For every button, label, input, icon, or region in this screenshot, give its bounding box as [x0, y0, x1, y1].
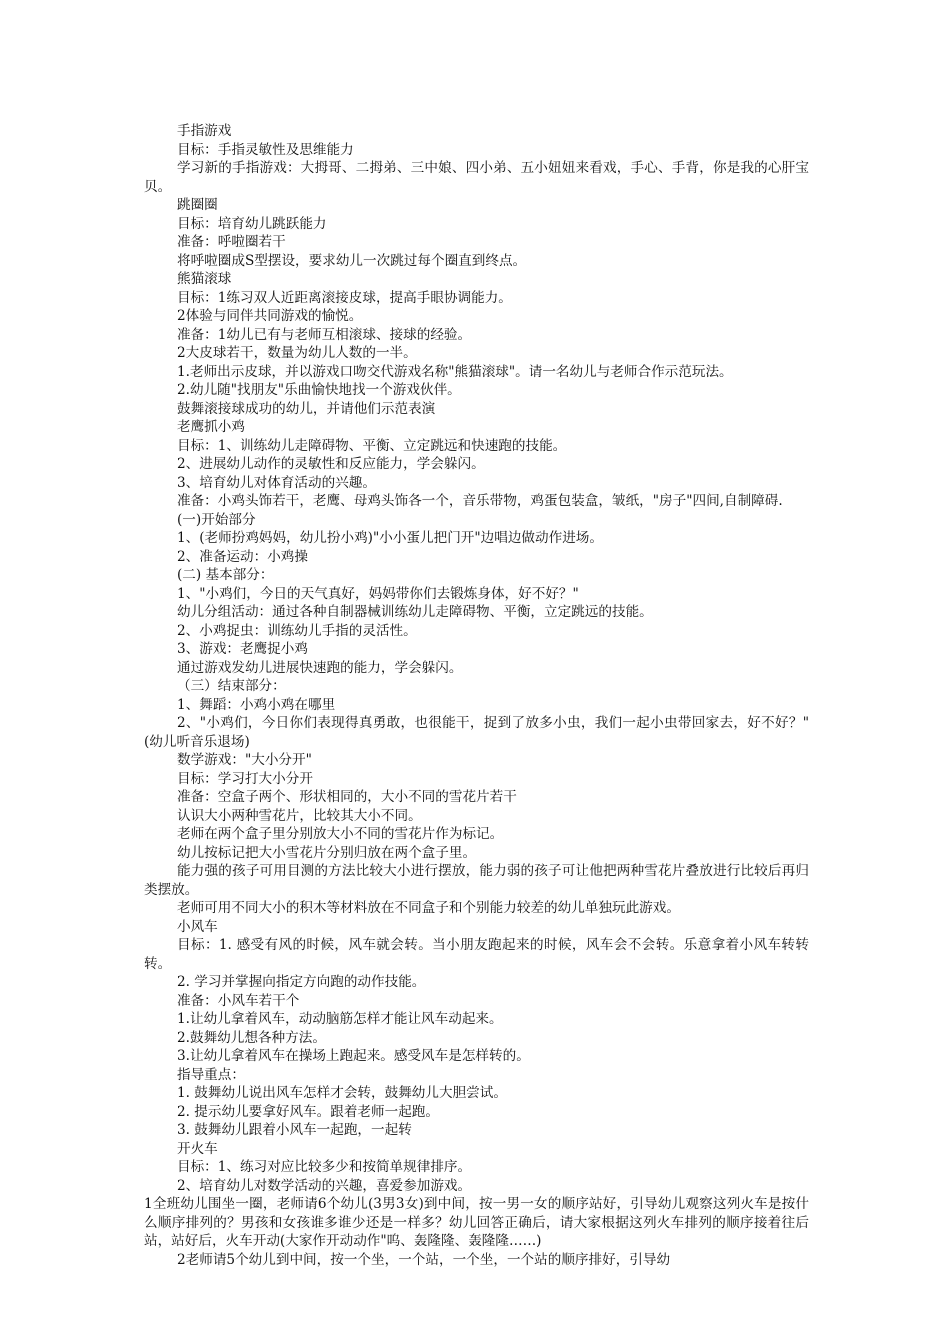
text-line: 幼儿按标记把大小雪花片分别归放在两个盒子里。 — [177, 844, 477, 861]
text-line: 准备：空盒子两个、形状相同的，大小不同的雪花片若干 — [177, 789, 517, 805]
text-line: 2、小鸡捉虫：训练幼儿手指的灵活性。 — [177, 622, 417, 639]
text-line: 2. 学习并掌握向指定方向跑的动作技能。 — [177, 974, 426, 990]
text-line: 跳圈圈 — [177, 197, 218, 213]
text-line: 准备：小风车若干个 — [177, 992, 300, 1009]
text-line: 1、(老师扮鸡妈妈，幼儿扮小鸡)"小小蛋儿把门开"边唱边做动作进场。 — [177, 530, 603, 546]
text-line: 目标：1、练习对应比较多少和按简单规律排序。 — [177, 1159, 472, 1175]
text-line: 3.让幼儿拿着风车在操场上跑起来。感受风车是怎样转的。 — [177, 1048, 530, 1064]
text-line: 2大皮球若干，数量为幼儿人数的一半。 — [177, 345, 417, 361]
text-line: 老师可用不同大小的积木等材料放在不同盒子和个别能力较差的幼儿单独玩此游戏。 — [177, 900, 680, 916]
text-line: 准备：小鸡头饰若干，老鹰、母鸡头饰各一个，音乐带物，鸡蛋包装盒，皱纸，"房子"四间,自制障碍. — [177, 493, 783, 509]
text-line: 目标：手指灵敏性及思维能力 — [177, 141, 354, 158]
text-line: 学习新的手指游戏：大拇哥、二拇弟、三中娘、四小弟、五小妞妞来看戏，手心、手背，你是我的心肝宝贝。 — [144, 160, 809, 195]
text-line: 目标：学习打大小分开 — [177, 770, 313, 787]
text-line: 1全班幼儿围坐一圈，老师请6个幼儿(3男3女)到中间，按一男一女的顺序站好，引导幼儿观察这列火车是按什么顺序排列的？男孩和女孩谁多谁少还是一样多？幼儿回答正确后，请大家根据这列火车排列的顺序接着往后站，站好后，火车开动(大家作开动动作"呜、轰隆隆、轰隆隆……) — [144, 1196, 809, 1249]
text-line: 2.幼儿随"找朋友"乐曲愉快地找一个游戏伙伴。 — [177, 382, 461, 398]
text-line: 认识大小两种雪花片，比较其大小不同。 — [177, 807, 422, 824]
text-line: 指导重点： — [177, 1066, 245, 1083]
text-line: 目标：1练习双人近距离滚接皮球，提高手眼协调能力。 — [177, 289, 512, 306]
text-line: 1.老师出示皮球，并以游戏口吻交代游戏名称"熊猫滚球"。请一名幼儿与老师合作示范玩法。 — [177, 363, 733, 380]
text-line: 2、"小鸡们，今日你们表现得真勇敢，也很能干，捉到了放多小虫，我们一起小虫带回家去，好不好？"(幼儿听音乐退场) — [144, 715, 809, 750]
text-line: 数学游戏："大小分开" — [177, 752, 312, 768]
text-line: 目标：1、训练幼儿走障碍物、平衡、立定跳远和快速跑的技能。 — [177, 437, 567, 454]
text-line: 2、培育幼儿对数学活动的兴趣，喜爱参加游戏。 — [177, 1177, 472, 1194]
text-line: 2、准备运动：小鸡操 — [177, 548, 308, 565]
text-line: 幼儿分组活动：通过各种自制器械训练幼儿走障碍物、平衡，立定跳远的技能。 — [177, 604, 653, 620]
text-line: 目标：培育幼儿跳跃能力 — [177, 215, 327, 232]
text-line: 能力强的孩子可用目测的方法比较大小进行摆放，能力弱的孩子可让他把两种雪花片叠放进行比较后再归类摆放。 — [144, 863, 809, 898]
text-line: 准备：1幼儿已有与老师互相滚球、接球的经验。 — [177, 326, 472, 343]
text-line: （三）结束部分： — [177, 678, 286, 694]
text-line: 1、"小鸡们，今日的天气真好，妈妈带你们去锻炼身体，好不好？" — [177, 585, 579, 602]
text-line: 3、游戏：老鹰捉小鸡 — [177, 641, 308, 657]
text-line: 老师在两个盒子里分别放大小不同的雪花片作为标记。 — [177, 826, 504, 842]
text-line: 2. 提示幼儿要拿好风车。跟着老师一起跑。 — [177, 1103, 439, 1120]
text-line: 小风车 — [177, 918, 218, 935]
text-line: 3、培育幼儿对体育活动的兴趣。 — [177, 474, 376, 491]
text-line: 鼓舞滚接球成功的幼儿，并请他们示范表演 — [177, 400, 436, 417]
text-line: (一)开始部分 — [177, 511, 256, 528]
text-line: 熊猫滚球 — [177, 271, 232, 287]
text-line: 老鹰抓小鸡 — [177, 419, 245, 435]
text-line: 开火车 — [177, 1140, 218, 1157]
text-line: 1.让幼儿拿着风车，动动脑筋怎样才能让风车动起来。 — [177, 1011, 503, 1027]
text-line: 2、进展幼儿动作的灵敏性和反应能力，学会躲闪。 — [177, 456, 485, 472]
text-line: 手指游戏 — [177, 123, 232, 139]
text-line: 目标：1. 感受有风的时候，风车就会转。当小朋友跑起来的时候，风车会不会转。乐意拿着小风车转转转。 — [144, 937, 809, 972]
text-line: 2体验与同伴共同游戏的愉悦。 — [177, 308, 363, 324]
text-line: 准备：呼啦圈若干 — [177, 234, 286, 250]
text-line: 2.鼓舞幼儿想各种方法。 — [177, 1029, 326, 1046]
text-line: 2老师请5个幼儿到中间，按一个坐，一个站，一个坐，一个站的顺序排好，引导幼 — [177, 1251, 671, 1268]
document-page — [144, 122, 809, 1269]
text-line: 1. 鼓舞幼儿说出风车怎样才会转，鼓舞幼儿大胆尝试。 — [177, 1085, 507, 1101]
text-line: 通过游戏发幼儿进展快速跑的能力，学会躲闪。 — [177, 659, 463, 676]
text-line: 1、舞蹈：小鸡小鸡在哪里 — [177, 696, 336, 713]
text-line: 3. 鼓舞幼儿跟着小风车一起跑，一起转 — [177, 1122, 412, 1138]
text-line: (二) 基本部分： — [177, 567, 274, 583]
text-line: 将呼啦圈成S型摆设，要求幼儿一次跳过每个圈直到终点。 — [177, 252, 527, 269]
